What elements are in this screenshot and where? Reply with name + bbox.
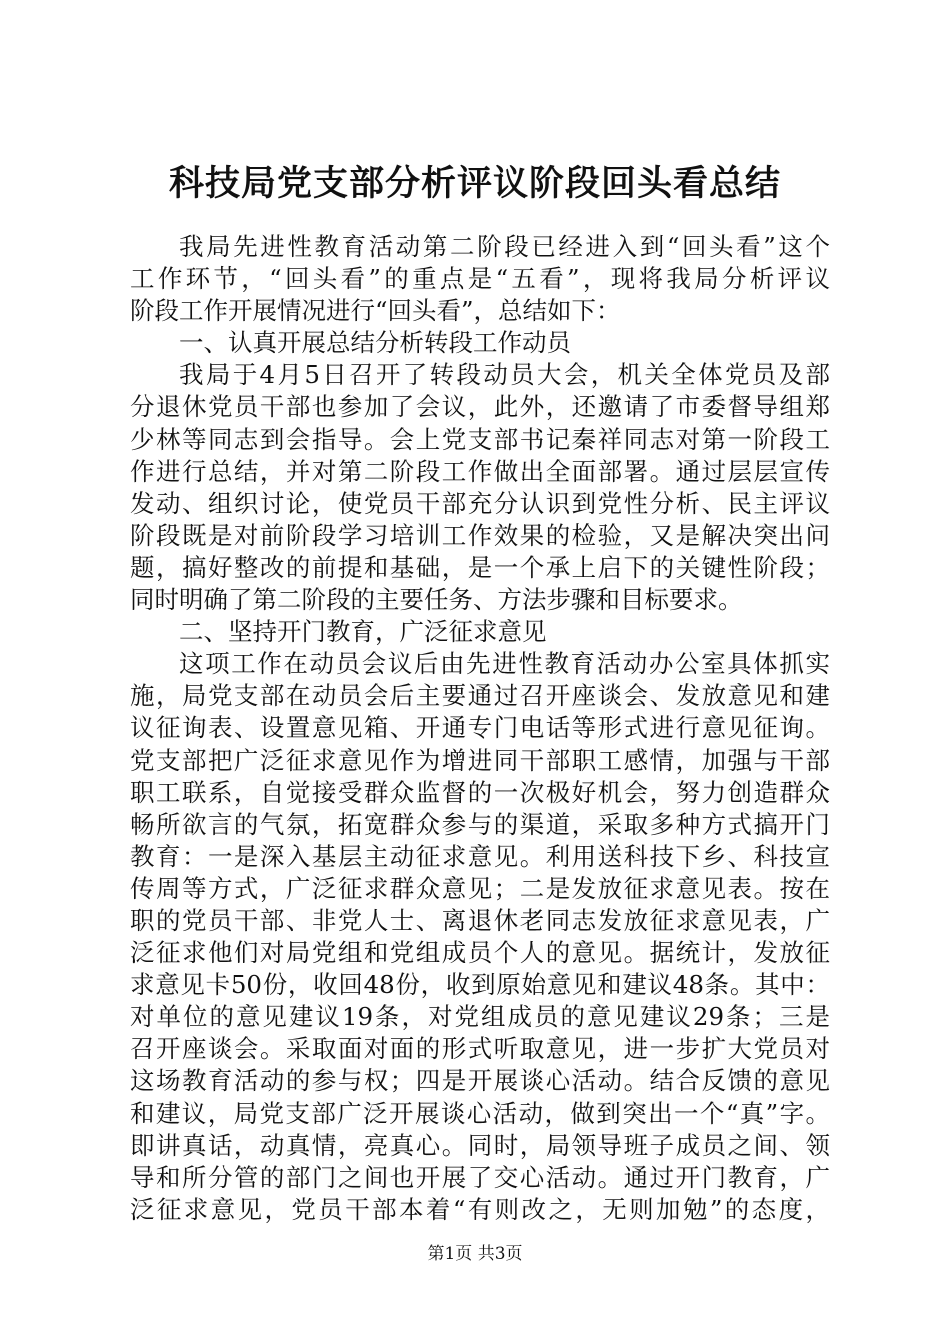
paragraph-line: 题，搞好整改的前提和基础，是一个承上启下的关键性阶段； bbox=[130, 552, 830, 582]
paragraph-line: 这项工作在动员会议后由先进性教育活动办公室具体抓实 bbox=[179, 649, 830, 679]
paragraph-line: 阶段工作开展情况进行“回头看”，总结如下： bbox=[130, 296, 621, 326]
paragraph-line: 我局先进性教育活动第二阶段已经进入到“回头看”这个 bbox=[179, 232, 830, 261]
paragraph-line: 即讲真话，动真情，亮真心。同时，局领导班子成员之间、领 bbox=[130, 1130, 830, 1160]
paragraph-line: 分退休党员干部也参加了会议，此外，还邀请了市委督导组郑 bbox=[130, 392, 830, 422]
paragraph-line: 作进行总结，并对第二阶段工作做出全面部署。通过层层宣传 bbox=[130, 456, 830, 486]
paragraph-line: 我局于4月5日召开了转段动员大会，机关全体党员及部 bbox=[179, 360, 830, 390]
paragraph-line: 这场教育活动的参与权；四是开展谈心活动。结合反馈的意见 bbox=[130, 1066, 830, 1096]
paragraph-line: 和建议，局党支部广泛开展谈心活动，做到突出一个“真”字。 bbox=[130, 1098, 830, 1128]
document-body bbox=[130, 231, 830, 1226]
paragraph-line: 少林等同志到会指导。会上党支部书记秦祥同志对第一阶段工 bbox=[130, 424, 830, 454]
paragraph-line: 议征询表、设置意见箱、开通专门电话等形式进行意见征询。 bbox=[130, 713, 830, 743]
paragraph-line: 职的党员干部、非党人士、离退休老同志发放征求意见表，广 bbox=[130, 905, 830, 935]
paragraph-line: 召开座谈会。采取面对面的形式听取意见，进一步扩大党员对 bbox=[130, 1034, 830, 1064]
paragraph-line: 职工联系，自觉接受群众监督的一次极好机会，努力创造群众 bbox=[130, 777, 830, 807]
paragraph-line: 工作环节，“回头看”的重点是“五看”，现将我局分析评议 bbox=[130, 264, 830, 294]
paragraph-line: 畅所欲言的气氛，拓宽群众参与的渠道，采取多种方式搞开门 bbox=[130, 809, 830, 839]
paragraph-line: 施，局党支部在动员会后主要通过召开座谈会、发放意见和建 bbox=[130, 681, 830, 711]
section-heading: 一、认真开展总结分析转段工作动员 bbox=[179, 328, 571, 358]
paragraph-line: 对单位的意见建议19条，对党组成员的意见建议29条；三是 bbox=[130, 1002, 830, 1032]
paragraph-line: 泛征求他们对局党组和党组成员个人的意见。据统计，发放征 bbox=[130, 938, 830, 968]
paragraph-line: 导和所分管的部门之间也开展了交心活动。通过开门教育，广 bbox=[130, 1162, 830, 1192]
page-number: 第1页 共3页 bbox=[427, 1244, 523, 1264]
paragraph-line: 发动、组织讨论，使党员干部充分认识到党性分析、民主评议 bbox=[130, 488, 830, 518]
section-heading: 二、坚持开门教育，广泛征求意见 bbox=[179, 617, 547, 647]
paragraph-line: 同时明确了第二阶段的主要任务、方法步骤和目标要求。 bbox=[130, 585, 743, 615]
paragraph-line: 求意见卡50份，收回48份，收到原始意见和建议48条。其中： bbox=[130, 970, 830, 1000]
paragraph-line: 传周等方式，广泛征求群众意见；二是发放征求意见表。按在 bbox=[130, 873, 830, 903]
paragraph-line: 党支部把广泛征求意见作为增进同干部职工感情，加强与干部 bbox=[130, 745, 830, 775]
paragraph-line: 阶段既是对前阶段学习培训工作效果的检验，又是解决突出问 bbox=[130, 520, 830, 550]
paragraph-line: 教育：一是深入基层主动征求意见。利用送科技下乡、科技宣 bbox=[130, 841, 830, 871]
paragraph-line: 泛征求意见，党员干部本着“有则改之，无则加勉”的态度， bbox=[130, 1194, 830, 1224]
document-title: 科技局党支部分析评议阶段回头看总结 bbox=[168, 163, 781, 204]
